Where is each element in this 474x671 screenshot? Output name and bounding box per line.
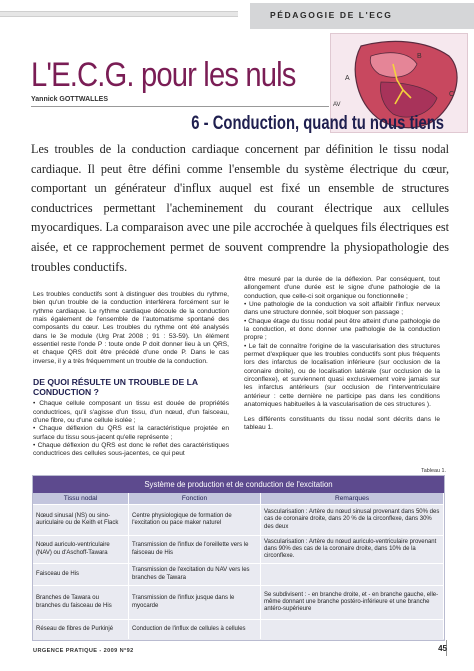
figure-label-c: C [449, 91, 455, 98]
right-paragraph-1: être mesuré par la durée de la déflexion. Par conséquent, tout allongement d'une durée est le signe d'une pathologie de la conduction, que celle-ci soit organique ou fonctionnelle ; [244, 276, 440, 300]
table-row [33, 535, 444, 563]
figure-label-a: A [345, 75, 350, 82]
right-paragraph-2: Les différents constituants du tissu nodal sont décrits dans le tableau 1. [244, 415, 440, 431]
conduction-table [32, 475, 445, 641]
table-row [33, 563, 444, 585]
section-label: PÉDAGOGIE DE L'ECG [270, 10, 393, 20]
right-bullet-3: • Le fait de connaître l'origine de la vascularisation des structures permet d'expliquer que les troubles conductifs sont plus fréquents lors des infarctus de localisation inférieure (sur occlusion de la coronaire droite), ou de localisation latérale (sur occlusion de la circonflexe), et surviennent quasi exclusivement voire jamais sur les infarctus antérieurs (sur occlusion de l'interventriculaire antérieur : cette dernière ne participe pas dans les conditions anatomiques habituelles à la vascularisation de ces structures ). [244, 342, 440, 409]
table-cell: Transmission de l'excitation du NAV vers les branches de Tawara [129, 564, 261, 585]
table-cell [261, 620, 444, 639]
table-row [33, 585, 444, 619]
figure-label-b: B [417, 53, 422, 60]
table-cell: Vascularisation : Artère du nœud auriculo-ventriculaire provenant dans 90% des cas de la coronaire droite, dans 10% de la circonflexe. [261, 536, 444, 563]
title-divider [31, 106, 329, 107]
table-cell: Nœud auriculo-ventriculaire (NAV) ou d'Aschoff-Tawara [33, 536, 129, 563]
left-bullet-2: • Chaque déflexion du QRS est la caractéristique projetée en surface du tissu sous-jacent qu'elle représente ; [33, 425, 229, 441]
table-cell: Transmission de l'influx jusque dans le myocarde [129, 586, 261, 619]
table-row [33, 504, 444, 535]
table-cell [261, 564, 444, 585]
header-rule [0, 11, 250, 17]
table-cell: Vascularisation : Artère du nœud sinusal provenant dans 50% des cas de coronaire droite, dans 20 % de la circonflexe, dans 30% des deux [261, 505, 444, 535]
figure-label-av: AV [333, 102, 341, 108]
table-title: Système de production et de conduction de l'excitation [33, 476, 444, 493]
table-header-cell: Remarques [261, 493, 444, 504]
table-cell: Nœud sinusal (NS) ou sino-auriculaire ou de Keith et Flack [33, 505, 129, 535]
section-tab [250, 3, 474, 29]
table-cell: Centre physiologique de formation de l'excitation ou pace maker naturel [129, 505, 261, 535]
left-bullet-3: • Chaque déflexion du QRS est donc le reflet des caractéristiques conductrices des cellules sous-jacentes, ce qui peut [33, 442, 229, 458]
right-column [244, 276, 440, 432]
page-number: 45 [438, 644, 447, 653]
header-gap [238, 8, 250, 24]
right-bullet-1: • Une pathologie de la conduction va soit affaiblir l'influx nerveux dans une structure donnée, soit bloquer son passage ; [244, 301, 440, 317]
article-subtitle: 6 - Conduction, quand tu nous tiens [191, 113, 444, 134]
table-cell: Conduction de l'influx de cellules à cellules [129, 620, 261, 639]
table-cell: Réseau de fibres de Purkinjé [33, 620, 129, 639]
table-cell: Branches de Tawara ou branches du faisceau de His [33, 586, 129, 619]
left-paragraph: Les troubles conductifs sont à distinguer des troubles du rythme, bien qu'un trouble de la conduction interférera forcément sur le rythme cardiaque. Le rythme cardiaque découle de la conduction mais également de l'ensemble de l'automatisme spontané des composants du cœur. Les troubles du rythme ont été analysés dans le 3e module (Urg Prat 2008 ; 91 : 53-59). Un élément essentiel reste l'onde P : toute onde P doit donner lieu à un QRS, et chaque QRS doit être précédé d'une onde P. Dans le cas inverse, il y a très fréquemment un trouble de la conduction. [33, 291, 229, 365]
article-author: Yannick GOTTWALLES [31, 96, 109, 103]
table-cell: Transmission de l'influx de l'oreillette vers le faisceau de His [129, 536, 261, 563]
table-header-cell: Fonction [129, 493, 261, 504]
table-header-row [33, 493, 444, 504]
footer-journal: URGENCE PRATIQUE - 2009 N°92 [33, 648, 134, 654]
table-row [33, 619, 444, 639]
left-bullet-1: • Chaque cellule composant un tissu est douée de propriétés conductrices, qu'il s'agisse d'un tissu, d'un nœud, d'un faisceau, d'une fibre, ou d'une cellule isolée ; [33, 400, 229, 424]
table-header-cell: Tissu nodal [33, 493, 129, 504]
left-column [33, 291, 229, 459]
section-heading: DE QUOI RÉSULTE UN TROUBLE DE LA CONDUCTION ? [33, 377, 198, 397]
right-bullet-2: • Chaque étage du tissu nodal peut être atteint d'une pathologie de la conduction, et donc donner une pathologie de la conduction propre ; [244, 317, 440, 342]
intro-paragraph: Les troubles de la conduction cardiaque concernent par définition le tissu nodal cardiaque. Il peut être défini comme l'ensemble du système électrique du cœur, comportant un générateur d'influx auquel est fixé un ensemble de structures conductrices permettant l'acheminement du courant électrique aux cellules myocardiques. La comparaison avec une pile accrochée à quelques fils électriques est aisée, et ce rapprochement permet de souvent comprendre la physiopathologie des troubles conductifs. [31, 142, 449, 274]
article-title: L'E.C.G. pour les nuls [31, 56, 296, 94]
table-caption: Tableau 1. [421, 468, 446, 474]
table-cell: Se subdivisent : - en branche droite, et - en branche gauche, elle-même donnant une branche postéro-inférieure et une branche antéro-supérieure [261, 586, 444, 619]
table-cell: Faisceau de His [33, 564, 129, 585]
